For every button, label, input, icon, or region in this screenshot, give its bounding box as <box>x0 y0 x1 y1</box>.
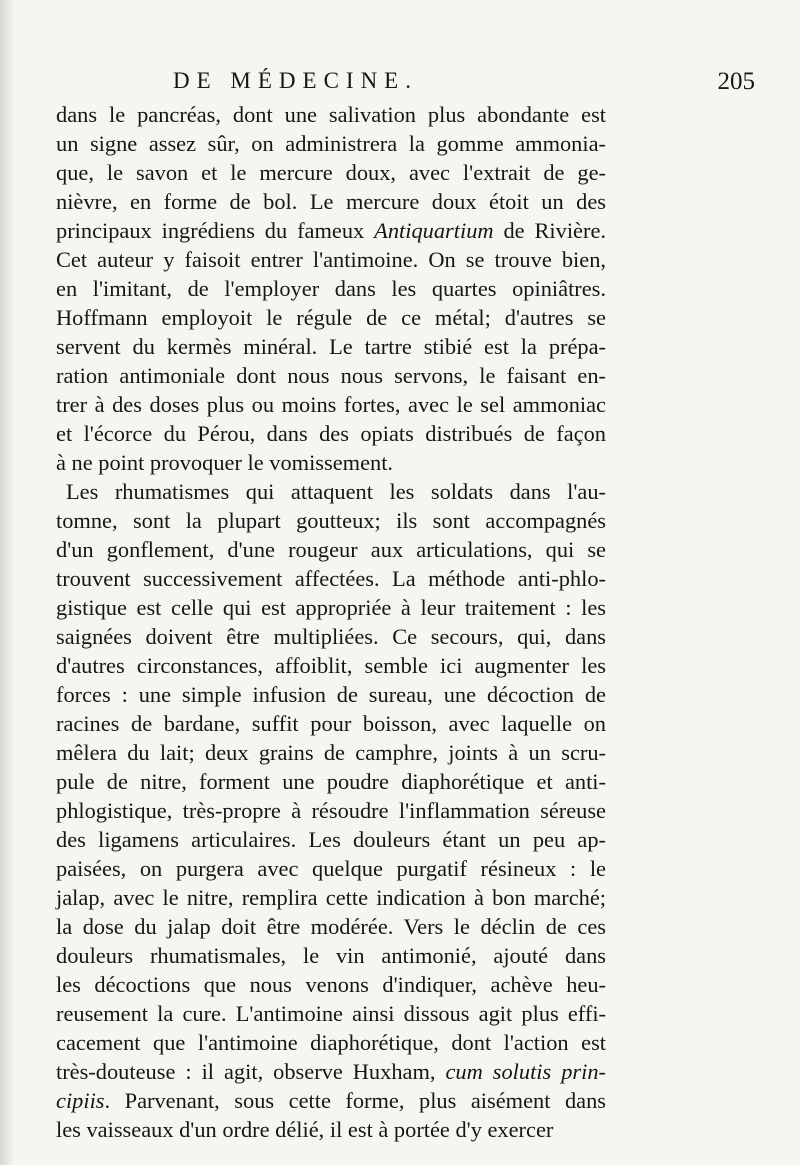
text-line: trouvent successivement affectées. La méthode anti-phlo- <box>56 566 606 591</box>
text-line: pule de nitre, forment une poudre diaphorétique et anti- <box>56 769 606 794</box>
text-line: dans le pancréas, dont une salivation plus abondante est <box>56 102 606 127</box>
body-text <box>56 100 607 1142</box>
text-line: très-douteuse : il agit, observe Huxham, cum solutis prin- <box>56 1059 607 1084</box>
page-header <box>60 60 760 100</box>
text-line: mêlera du lait; deux grains de camphre, joints à un scru- <box>56 740 606 765</box>
running-head: DE MÉDECINE. <box>173 68 418 93</box>
page-number: 205 <box>717 68 755 95</box>
text-line: Hoffmann employoit le régule de ce métal; d'autres se <box>56 305 606 330</box>
text-line: principaux ingrédiens du fameux Antiquartium de Rivière. <box>56 218 606 243</box>
text-line: des ligamens articulaires. Les douleurs étant un peu ap- <box>56 827 606 852</box>
text-line: d'un gonflement, d'une rougeur aux articulations, qui se <box>56 537 606 562</box>
text-line: jalap, avec le nitre, remplira cette indication à bon marché; <box>56 885 606 910</box>
text-line: gistique est celle qui est appropriée à leur traitement : les <box>56 595 606 620</box>
text-line: cipiis. Parvenant, sous cette forme, plus aisément dans <box>56 1088 606 1113</box>
text-line: forces : une simple infusion de sureau, une décoction de <box>56 682 606 707</box>
text-line: à ne point provoquer le vomissement. <box>56 450 394 475</box>
text-line: nièvre, en forme de bol. Le mercure doux étoit un des <box>56 189 606 214</box>
text-line: la dose du jalap doit être modérée. Vers le déclin de ces <box>56 914 606 939</box>
text-line: servent du kermès minéral. Le tartre stibié est la prépa- <box>56 334 606 359</box>
text-line: cacement que l'antimoine diaphorétique, dont l'action est <box>56 1030 606 1055</box>
text-line: Les rhumatismes qui attaquent les soldats dans l'au- <box>66 479 606 504</box>
text-line: reusement la cure. L'antimoine ainsi dissous agit plus effi- <box>56 1001 606 1026</box>
text-line: phlogistique, très-propre à résoudre l'inflammation séreuse <box>56 798 606 823</box>
text-line: les décoctions que nous venons d'indiquer, achève heu- <box>56 972 606 997</box>
text-line: en l'imitant, de l'employer dans les quartes opiniâtres. <box>56 276 606 301</box>
text-line: que, le savon et le mercure doux, avec l'extrait de ge- <box>56 160 606 185</box>
text-line: douleurs rhumatismales, le vin antimonié, ajouté dans <box>56 943 606 968</box>
text-line: un signe assez sûr, on administrera la gomme ammonia- <box>56 131 606 156</box>
text-line: d'autres circonstances, affoiblit, semble ici augmenter les <box>56 653 606 678</box>
text-line: les vaisseaux d'un ordre délié, il est à portée d'y exercer <box>56 1117 554 1142</box>
text-line: saignées doivent être multipliées. Ce secours, qui, dans <box>56 624 606 649</box>
text-line: Cet auteur y faisoit entrer l'antimoine. On se trouve bien, <box>56 247 606 272</box>
text-line: racines de bardane, suffit pour boisson, avec laquelle on <box>56 711 606 736</box>
page-gutter-shadow <box>0 0 14 1165</box>
text-line: trer à des doses plus ou moins fortes, avec le sel ammoniac <box>56 392 606 417</box>
text-line: paisées, on purgera avec quelque purgatif résineux : le <box>56 856 606 881</box>
text-line: et l'écorce du Pérou, dans des opiats distribués de façon <box>56 421 606 446</box>
text-line: ration antimoniale dont nous nous servons, le faisant en- <box>56 363 606 388</box>
text-line: tomne, sont la plupart goutteux; ils sont accompagnés <box>56 508 606 533</box>
